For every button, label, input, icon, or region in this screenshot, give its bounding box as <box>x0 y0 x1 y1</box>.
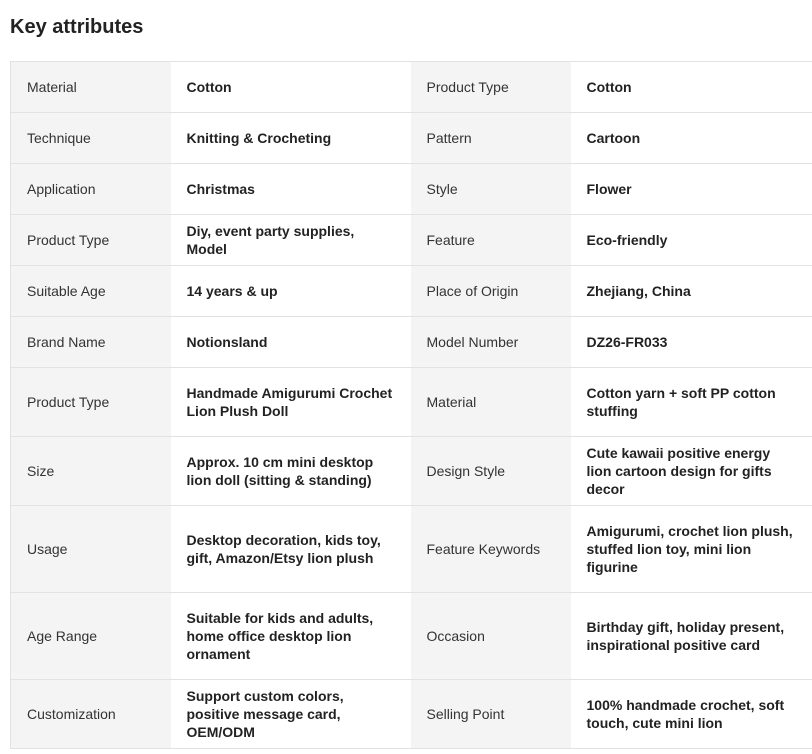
attribute-value: Cotton <box>571 62 812 113</box>
attribute-value: Desktop decoration, kids toy, gift, Amazon/Etsy lion plush <box>171 506 411 593</box>
table-row <box>11 62 812 113</box>
attribute-value: Birthday gift, holiday present, inspirational positive card <box>571 593 812 680</box>
attribute-value: Cotton <box>171 62 411 113</box>
attribute-name: Product Type <box>411 62 571 113</box>
attribute-value: 14 years & up <box>171 266 411 317</box>
table-row <box>11 368 812 437</box>
attribute-name: Pattern <box>411 113 571 164</box>
attribute-value: Cartoon <box>571 113 812 164</box>
attribute-name: Selling Point <box>411 680 571 749</box>
table-row <box>11 680 812 749</box>
attribute-value: Cute kawaii positive energy lion cartoon design for gifts decor <box>571 437 812 506</box>
table-row <box>11 164 812 215</box>
attribute-value: DZ26-FR033 <box>571 317 812 368</box>
table-row <box>11 437 812 506</box>
attribute-name: Age Range <box>11 593 171 680</box>
attribute-name: Material <box>411 368 571 437</box>
attribute-value: Suitable for kids and adults, home office desktop lion ornament <box>171 593 411 680</box>
attribute-name: Feature <box>411 215 571 266</box>
attribute-value: Eco-friendly <box>571 215 812 266</box>
attribute-value: Support custom colors, positive message card, OEM/ODM <box>171 680 411 749</box>
attribute-name: Usage <box>11 506 171 593</box>
attribute-name: Product Type <box>11 215 171 266</box>
attribute-name: Feature Keywords <box>411 506 571 593</box>
table-row <box>11 317 812 368</box>
attribute-name: Style <box>411 164 571 215</box>
attribute-name: Product Type <box>11 368 171 437</box>
attribute-name: Application <box>11 164 171 215</box>
attribute-name: Model Number <box>411 317 571 368</box>
attribute-value: Christmas <box>171 164 411 215</box>
attribute-name: Customization <box>11 680 171 749</box>
attribute-name: Place of Origin <box>411 266 571 317</box>
table-row <box>11 215 812 266</box>
attribute-value: Handmade Amigurumi Crochet Lion Plush Doll <box>171 368 411 437</box>
attribute-name: Material <box>11 62 171 113</box>
attribute-name: Suitable Age <box>11 266 171 317</box>
attribute-value: Notionsland <box>171 317 411 368</box>
table-row <box>11 506 812 593</box>
table-row <box>11 266 812 317</box>
attribute-name: Design Style <box>411 437 571 506</box>
attribute-name: Occasion <box>411 593 571 680</box>
attribute-value: Diy, event party supplies, Model <box>171 215 411 266</box>
attribute-value: Flower <box>571 164 812 215</box>
attribute-name: Size <box>11 437 171 506</box>
attribute-value: Amigurumi, crochet lion plush, stuffed lion toy, mini lion figurine <box>571 506 812 593</box>
attribute-value: Zhejiang, China <box>571 266 812 317</box>
table-row <box>11 593 812 680</box>
section-title: Key attributes <box>10 16 144 38</box>
key-attributes-table <box>10 61 812 749</box>
attribute-value: Approx. 10 cm mini desktop lion doll (sitting & standing) <box>171 437 411 506</box>
attribute-value: 100% handmade crochet, soft touch, cute mini lion <box>571 680 812 749</box>
table-row <box>11 113 812 164</box>
attribute-value: Knitting & Crocheting <box>171 113 411 164</box>
attribute-value: Cotton yarn + soft PP cotton stuffing <box>571 368 812 437</box>
attribute-name: Brand Name <box>11 317 171 368</box>
attribute-name: Technique <box>11 113 171 164</box>
